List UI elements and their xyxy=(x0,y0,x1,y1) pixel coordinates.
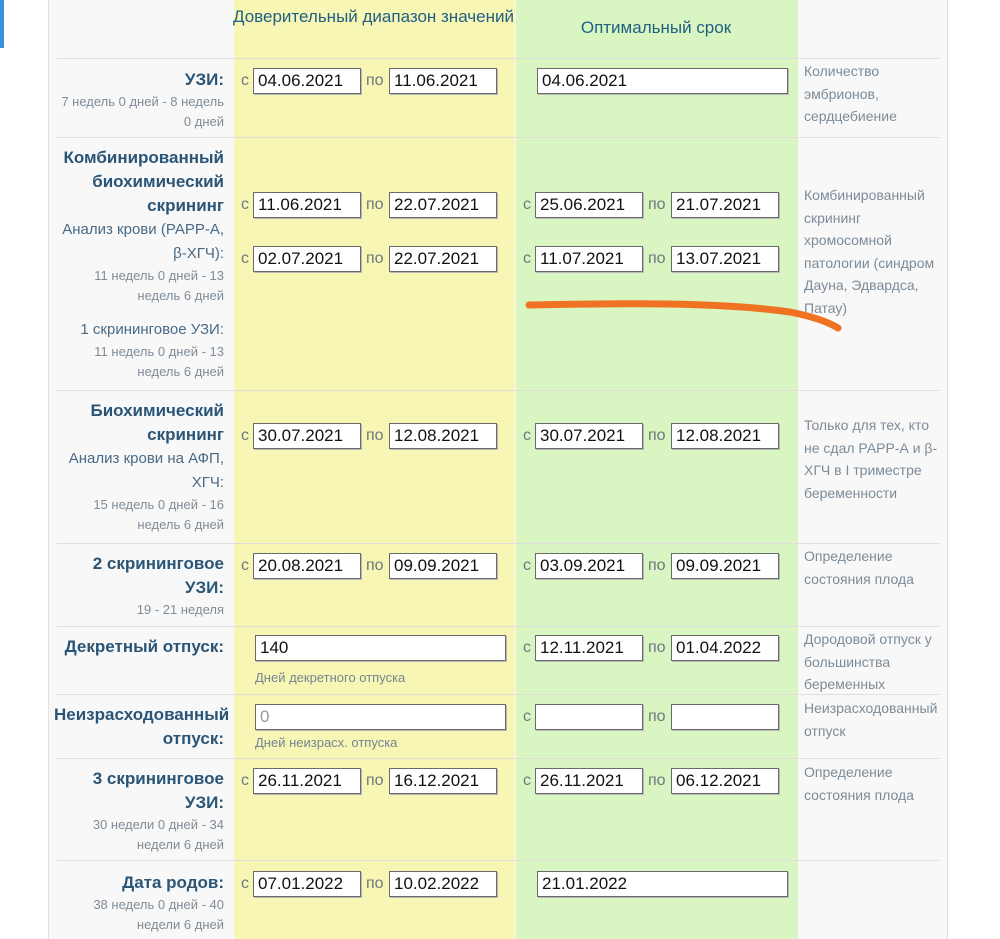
biochem-conf-to-input[interactable]: 12.08.2021 xyxy=(389,423,497,449)
birth-label: Дата родов: xyxy=(122,873,224,892)
biochem-label: Биохимический скрининг xyxy=(90,401,224,444)
unused-days-input[interactable]: 0 xyxy=(255,704,506,730)
combined-label: Комбинированный биохимический скрининг xyxy=(63,148,224,215)
leave-opt-from-input[interactable]: 12.11.2021 xyxy=(535,635,643,661)
prefix-from: с xyxy=(523,708,531,725)
prefix-to: по xyxy=(648,708,666,725)
biochem-note: Только для тех, кто не сдал РАРР-А и β-ХГЧ в I триместре беременности xyxy=(804,417,938,501)
combined-uzi-label: 1 скрининговое УЗИ: xyxy=(80,321,224,338)
prefix-to: по xyxy=(366,427,384,444)
uzi3-duration: 30 недели 0 дней - 34 недели 6 дней xyxy=(92,817,224,852)
uzi-conf-from-input[interactable]: 04.06.2021 xyxy=(253,68,361,94)
uzi-optimal-input[interactable]: 04.06.2021 xyxy=(537,68,788,94)
uzi2-opt-from-input[interactable]: 03.09.2021 xyxy=(535,553,643,579)
blood-conf-to-input[interactable]: 22.07.2021 xyxy=(389,192,497,218)
unused-note: Неизрасходованный отпуск xyxy=(804,700,938,739)
prefix-from: с xyxy=(241,427,249,444)
uzi3-conf-to-input[interactable]: 16.12.2021 xyxy=(389,768,497,794)
prefix-to: по xyxy=(366,196,384,213)
birth-duration: 38 недель 0 дней - 40 недели 6 дней xyxy=(93,897,224,932)
prefix-to: по xyxy=(648,196,666,213)
optimal-term-header: Оптимальный срок xyxy=(580,18,732,37)
uzi3-conf-from-input[interactable]: 26.11.2021 xyxy=(253,768,361,794)
uzi1-opt-from-input[interactable]: 11.07.2021 xyxy=(535,246,643,272)
uzi3-note: Определение состояния плода xyxy=(804,764,914,803)
prefix-from: с xyxy=(523,250,531,267)
leave-note: Дородовой отпуск у большинства беременных xyxy=(804,631,932,692)
combined-blood-label: Анализ крови (РАРР-А, β-ХГЧ): xyxy=(62,221,224,262)
uzi2-opt-to-input[interactable]: 09.09.2021 xyxy=(671,553,779,579)
biochem-opt-from-input[interactable]: 30.07.2021 xyxy=(535,423,643,449)
uzi-conf-to-input[interactable]: 11.06.2021 xyxy=(389,68,497,94)
combined-blood-duration: 11 недель 0 дней - 13 недель 6 дней xyxy=(94,268,224,303)
uzi1-conf-to-input[interactable]: 22.07.2021 xyxy=(389,246,497,272)
birth-optimal-input[interactable]: 21.01.2022 xyxy=(537,871,788,897)
uzi-duration: 7 недель 0 дней - 8 недель 0 дней xyxy=(61,94,224,129)
prefix-from: с xyxy=(523,772,531,789)
unused-label: Неизрасходованный отпуск: xyxy=(54,705,230,748)
birth-conf-to-input[interactable]: 10.02.2022 xyxy=(389,871,497,897)
prefix-to: по xyxy=(366,72,384,89)
uzi-note: Количество эмбрионов, сердцебиение xyxy=(804,63,897,124)
leave-label: Декретный отпуск: xyxy=(64,637,224,656)
uzi3-label: 3 скрининговое УЗИ: xyxy=(92,769,224,812)
prefix-to: по xyxy=(366,875,384,892)
prefix-from: с xyxy=(241,72,249,89)
prefix-to: по xyxy=(366,772,384,789)
prefix-from: с xyxy=(523,557,531,574)
blood-opt-to-input[interactable]: 21.07.2021 xyxy=(671,192,779,218)
uzi-label: УЗИ: xyxy=(184,70,224,89)
leave-opt-to-input[interactable]: 01.04.2022 xyxy=(671,635,779,661)
uzi3-opt-from-input[interactable]: 26.11.2021 xyxy=(535,768,643,794)
prefix-from: с xyxy=(241,196,249,213)
prefix-to: по xyxy=(648,772,666,789)
prefix-from: с xyxy=(241,250,249,267)
prefix-from: с xyxy=(523,639,531,656)
blood-conf-from-input[interactable]: 11.06.2021 xyxy=(253,192,361,218)
combined-note: Комбинированный скрининг хромосомной патологии (синдром Дауна, Эдвардса, Патау) xyxy=(804,187,935,316)
prefix-from: с xyxy=(523,427,531,444)
biochem-duration: 15 недель 0 дней - 16 недель 6 дней xyxy=(93,497,224,532)
prefix-to: по xyxy=(648,427,666,444)
uzi2-conf-from-input[interactable]: 20.08.2021 xyxy=(253,553,361,579)
prefix-to: по xyxy=(648,639,666,656)
prefix-to: по xyxy=(366,557,384,574)
uzi2-note: Определение состояния плода xyxy=(804,548,914,587)
prefix-to: по xyxy=(366,250,384,267)
prefix-from: с xyxy=(241,875,249,892)
prefix-from: с xyxy=(523,196,531,213)
prefix-from: с xyxy=(241,772,249,789)
biochem-sub-label: Анализ крови на АФП, ХГЧ: xyxy=(68,450,224,491)
unused-days-hint: Дней неизрасх. отпуска xyxy=(255,735,398,750)
prefix-to: по xyxy=(648,557,666,574)
prefix-to: по xyxy=(648,250,666,267)
blood-opt-from-input[interactable]: 25.06.2021 xyxy=(535,192,643,218)
birth-conf-from-input[interactable]: 07.01.2022 xyxy=(253,871,361,897)
biochem-conf-from-input[interactable]: 30.07.2021 xyxy=(253,423,361,449)
uzi1-conf-from-input[interactable]: 02.07.2021 xyxy=(253,246,361,272)
combined-uzi-duration: 11 недель 0 дней - 13 недель 6 дней xyxy=(94,344,224,379)
uzi1-opt-to-input[interactable]: 13.07.2021 xyxy=(671,246,779,272)
uzi2-conf-to-input[interactable]: 09.09.2021 xyxy=(389,553,497,579)
leave-days-hint: Дней декретного отпуска xyxy=(255,670,406,685)
biochem-opt-to-input[interactable]: 12.08.2021 xyxy=(671,423,779,449)
uzi2-label: 2 скрининговое УЗИ: xyxy=(92,554,224,597)
uzi2-duration: 19 - 21 неделя xyxy=(136,602,224,617)
prefix-from: с xyxy=(241,557,249,574)
uzi3-opt-to-input[interactable]: 06.12.2021 xyxy=(671,768,779,794)
leave-days-input[interactable]: 140 xyxy=(255,635,506,661)
confidence-range-header: Доверительный диапазон значений xyxy=(233,7,514,26)
